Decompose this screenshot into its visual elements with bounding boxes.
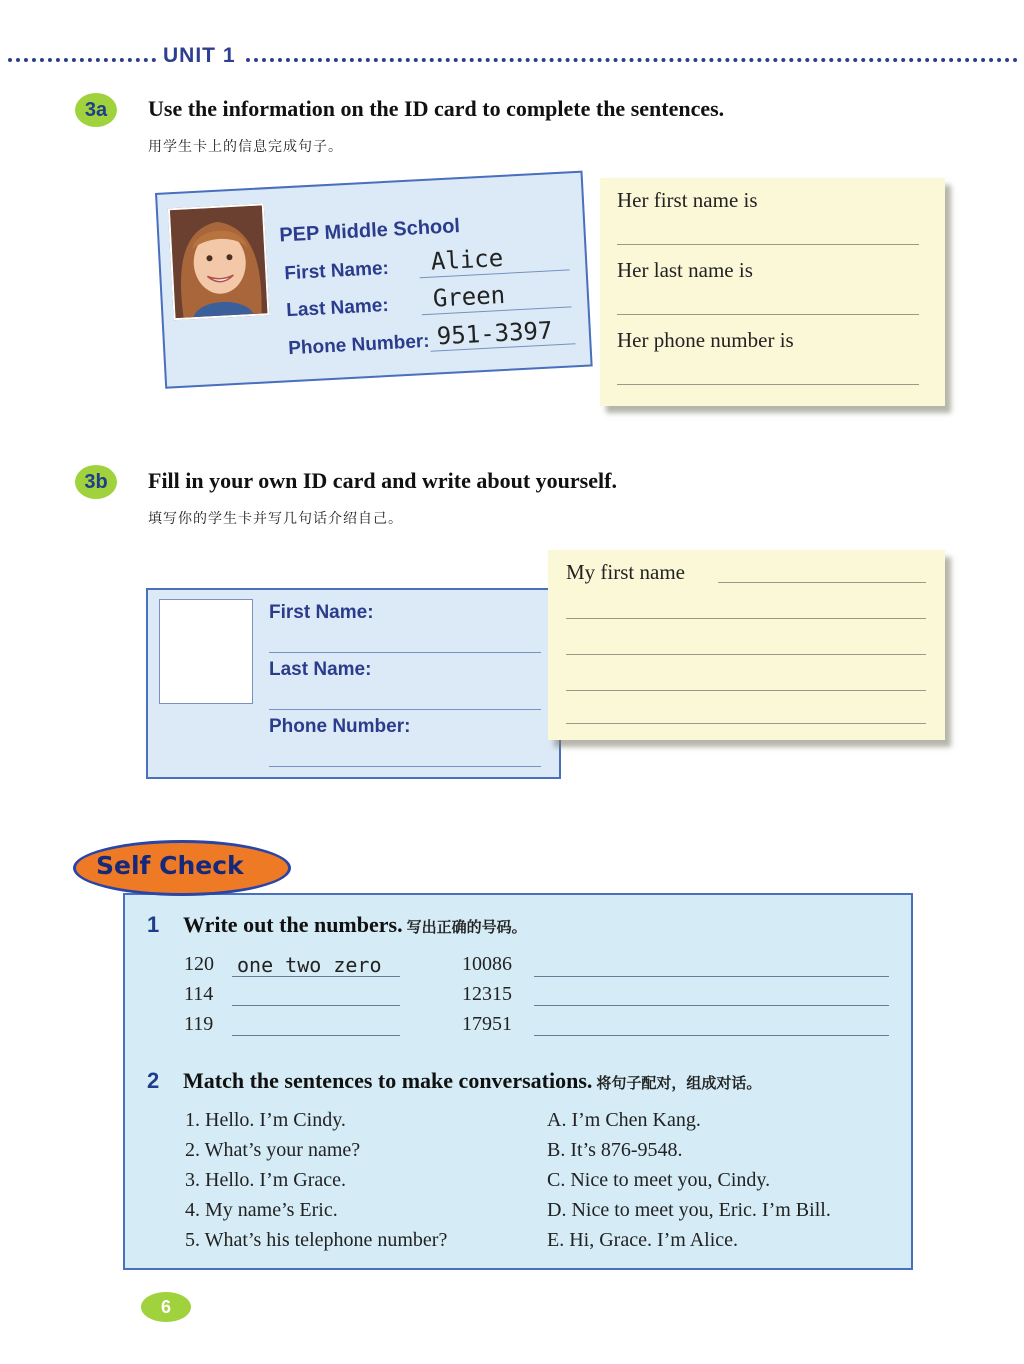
q1-number-114: 114 [184, 983, 214, 1005]
writing-prompt: My first name [566, 560, 685, 584]
q1-answer-120: one two zero [237, 953, 382, 977]
exercise-3a-badge: 3a [75, 93, 117, 127]
own-card-last-name-line[interactable] [269, 709, 541, 710]
card-last-name-label: Last Name: [285, 294, 390, 322]
q2-number: 2 [147, 1068, 160, 1093]
exercise-3b-writing-card [548, 550, 945, 740]
q1-line-120[interactable] [232, 976, 400, 977]
student-photo [168, 203, 270, 320]
writing-line-1[interactable] [718, 582, 926, 583]
q2-heading [183, 1068, 761, 1094]
writing-line-4[interactable] [566, 690, 926, 691]
exercise-3b-instruction-cn: 填写你的学生卡并写几句话介绍自己。 [148, 512, 403, 527]
answer-line-phone-number[interactable] [617, 384, 919, 385]
sentence-last-name: Her last name is [617, 258, 753, 282]
exercise-3b-instruction: Fill in your own ID card and write about yourself. [148, 468, 617, 493]
girl-portrait-icon [170, 205, 268, 318]
header-dots-left [8, 58, 156, 62]
own-card-first-name-label: First Name: [269, 602, 374, 623]
own-card-phone-line[interactable] [269, 766, 541, 767]
match-right-b: B. It’s 876-9548. [547, 1139, 683, 1161]
q1-number-17951: 17951 [462, 1013, 512, 1035]
q1-heading [183, 912, 527, 938]
exercise-3a-instruction-cn: 用学生卡上的信息完成句子。 [148, 140, 343, 155]
card-phone-label: Phone Number: [287, 330, 431, 360]
photo-placeholder[interactable] [159, 599, 253, 704]
card-first-name-label: First Name: [283, 257, 390, 285]
sentence-first-name: Her first name is [617, 188, 758, 212]
card-phone-value: 951-3397 [436, 316, 554, 351]
answer-line-first-name[interactable] [617, 244, 919, 245]
writing-line-3[interactable] [566, 654, 926, 655]
match-left-4: 4. My name’s Eric. [185, 1199, 338, 1221]
own-id-card [146, 588, 561, 779]
exercise-3a-instruction: Use the information on the ID card to complete the sentences. [148, 96, 725, 121]
q1-number-10086: 10086 [462, 953, 512, 975]
self-check-box [123, 893, 913, 1270]
q1-text: Write out the numbers. [183, 912, 403, 937]
q1-line-119[interactable] [232, 1035, 400, 1036]
match-right-d: D. Nice to meet you, Eric. I’m Bill. [547, 1199, 831, 1221]
q1-line-10086[interactable] [534, 976, 889, 977]
match-left-2: 2. What’s your name? [185, 1139, 361, 1161]
answer-line-last-name[interactable] [617, 314, 919, 315]
header-dots-right [246, 58, 1018, 62]
q1-number-120: 120 [184, 953, 214, 975]
match-right-a: A. I’m Chen Kang. [547, 1109, 701, 1131]
exercise-3b-badge: 3b [75, 465, 117, 499]
alice-id-card [155, 171, 593, 389]
unit-title: UNIT 1 [163, 44, 236, 67]
q1-number-119: 119 [184, 1013, 214, 1035]
writing-line-2[interactable] [566, 618, 926, 619]
page-number: 6 [141, 1292, 191, 1322]
match-right-c: C. Nice to meet you, Cindy. [547, 1169, 771, 1191]
q2-text-cn: 将句子配对，组成对话。 [596, 1076, 762, 1092]
q1-line-17951[interactable] [534, 1035, 889, 1036]
writing-line-5[interactable] [566, 723, 926, 724]
sentence-phone-number: Her phone number is [617, 328, 794, 352]
match-left-1: 1. Hello. I’m Cindy. [185, 1109, 346, 1131]
exercise-3a-sentence-card [600, 178, 945, 406]
card-first-name-value: Alice [430, 243, 504, 276]
q1-line-114[interactable] [232, 1005, 400, 1006]
q1-line-12315[interactable] [534, 1005, 889, 1006]
q1-text-cn: 写出正确的号码。 [406, 920, 527, 936]
own-card-phone-label: Phone Number: [269, 716, 411, 737]
match-left-3: 3. Hello. I’m Grace. [185, 1169, 347, 1191]
own-card-last-name-label: Last Name: [269, 659, 372, 680]
card-school-name: PEP Middle School [278, 215, 461, 247]
q2-text: Match the sentences to make conversations. [183, 1068, 593, 1093]
q1-number-12315: 12315 [462, 983, 512, 1005]
q1-number: 1 [147, 912, 160, 937]
card-last-name-value: Green [432, 280, 506, 313]
self-check-title: Self Check [96, 851, 244, 880]
match-right-e: E. Hi, Grace. I’m Alice. [547, 1229, 739, 1251]
match-left-5: 5. What’s his telephone number? [185, 1229, 448, 1251]
own-card-first-name-line[interactable] [269, 652, 541, 653]
